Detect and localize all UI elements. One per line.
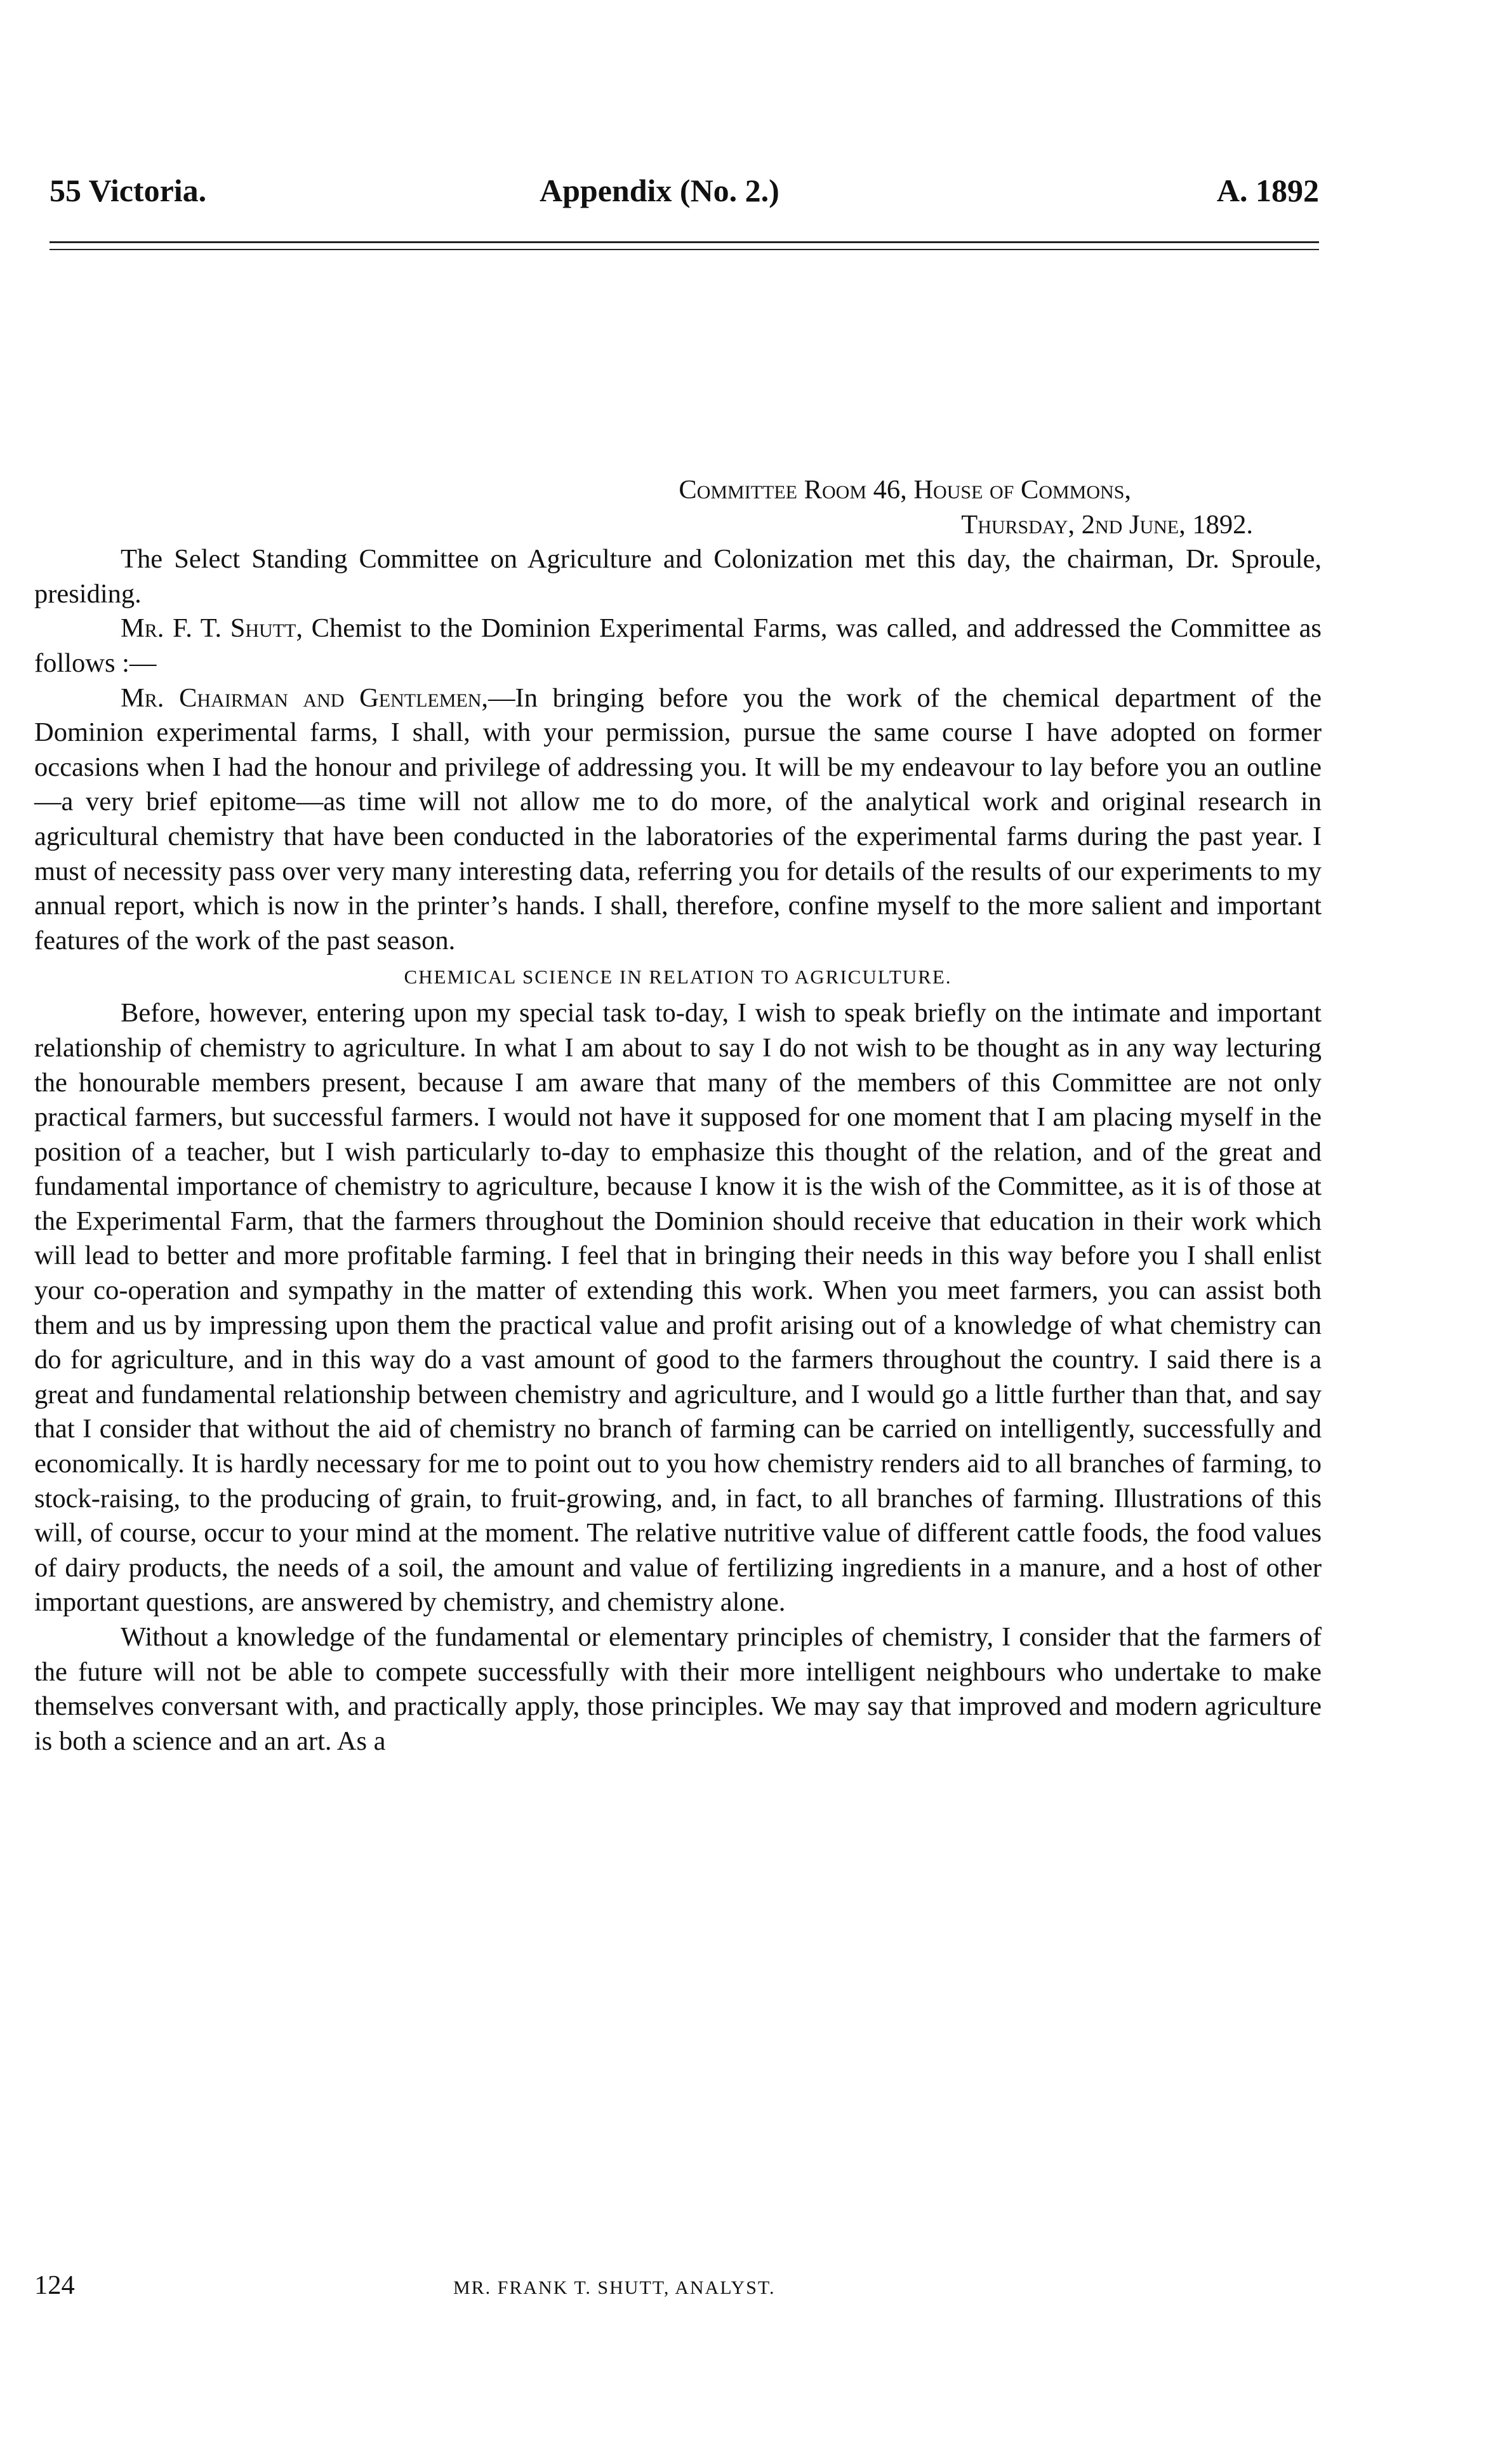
page-number: 124 xyxy=(34,2270,75,2300)
witness-intro: Chemist to the Dominion Experimental Farms, was called, and addressed the Committee as follows :— xyxy=(34,613,1322,678)
paragraph-witness-called xyxy=(34,611,1322,681)
opening-text: —In bringing before you the work of the chemical department of the Dominion experimental farms, I shall, with your permission, pursue the same course I have adopted on former occasions when I had the honour and privilege of addressing you. It will be my endeavour to lay before you an outline —a very brief epitome—as time will not allow me to do more, of the analytical work and original research in agricultural chemistry that have been conducted in the laboratories of the experimental farms during the past year. I must of necessity pass over very many interesting data, referring you for details of the results of our experiments to my annual report, which is now in the printer’s hands. I shall, therefore, confine myself to the more salient and important features of the work of the past season. xyxy=(34,682,1322,955)
section-title: CHEMICAL SCIENCE IN RELATION TO AGRICULTURE. xyxy=(404,966,952,989)
session-label: 55 Victoria. xyxy=(50,173,207,208)
paragraph-chemistry-relationship: Before, however, entering upon my special task to-day, I wish to speak briefly on the intimate and important relationship of chemistry to agriculture. In what I am about to say I do not wish to be thought as in any way lecturing the honourable members present, because I am aware that many of the members of this Committee are not only practical farmers, but successful farmers. I would not have it supposed for one moment that I am placing myself in the position of a teacher, but I wish particularly to-day to emphasize this thought of the relation, and of the great and fundamental importance of chemistry to agriculture, because I know it is the wish of the Committee, as it is of those at the Experimental Farm, that the farmers throughout the Dominion should receive that education in their work which will lead to better and more profitable farming. I feel that in bringing their needs in this way before you I shall enlist your co-operation and sympathy in the matter of extending this work. When you meet farmers, you can assist both them and us by impressing upon them the practical value and profit arising out of a knowledge of what chemistry can do for agriculture, and in this way do a vast amount of good to the farmers throughout the country. I said there is a great and fundamental relationship between chemistry and agriculture, and I would go a little further than that, and say that I consider that without the aid of chemistry no branch of farming can be carried on intelligently, successfully and economically. It is hardly necessary for me to point out to you how chemistry renders aid to all branches of farming, to stock-raising, to the producing of grain, to fruit-growing, and, in fact, to all branches of farming. Illustrations of this will, of course, occur to your mind at the moment. The relative nutritive value of different cattle foods, the food values of dairy products, the needs of a soil, the amount and value of fertilizing ingredients in a manure, and a host of other important questions, are answered by chemistry, and chemistry alone. xyxy=(34,998,1322,1618)
paragraph-opening-address xyxy=(34,681,1322,959)
witness-name: Mr. F. T. Shutt, xyxy=(121,613,303,644)
year-label: A. 1892 xyxy=(1216,173,1319,208)
paragraph-future-farmers: Without a knowledge of the fundamental or elementary principles of chemistry, I consider that the farmers of the future will not be able to compete successfully with their more intelligent neighbours who undertake to make themselves conversant with, and practically apply, those principles. We may say that improved and modern agriculture is both a science and an art. As a xyxy=(34,1622,1322,1756)
header-rule-top xyxy=(50,241,1319,243)
footer-title: MR. FRANK T. SHUTT, ANALYST. xyxy=(453,2277,776,2298)
appendix-label: Appendix (No. 2.) xyxy=(540,173,779,208)
body-text xyxy=(34,473,1322,1759)
meeting-place: Committee Room 46, House of Commons, xyxy=(679,475,1131,505)
meeting-date: Thursday, 2nd June, 1892. xyxy=(961,509,1253,540)
salutation: Mr. Chairman and Gentlemen, xyxy=(121,682,489,713)
paragraph-committee-met: The Select Standing Committee on Agriculture and Colonization met this day, the chairman, Dr. Sproule, presiding. xyxy=(34,544,1322,609)
header-rule-bottom xyxy=(50,249,1319,250)
